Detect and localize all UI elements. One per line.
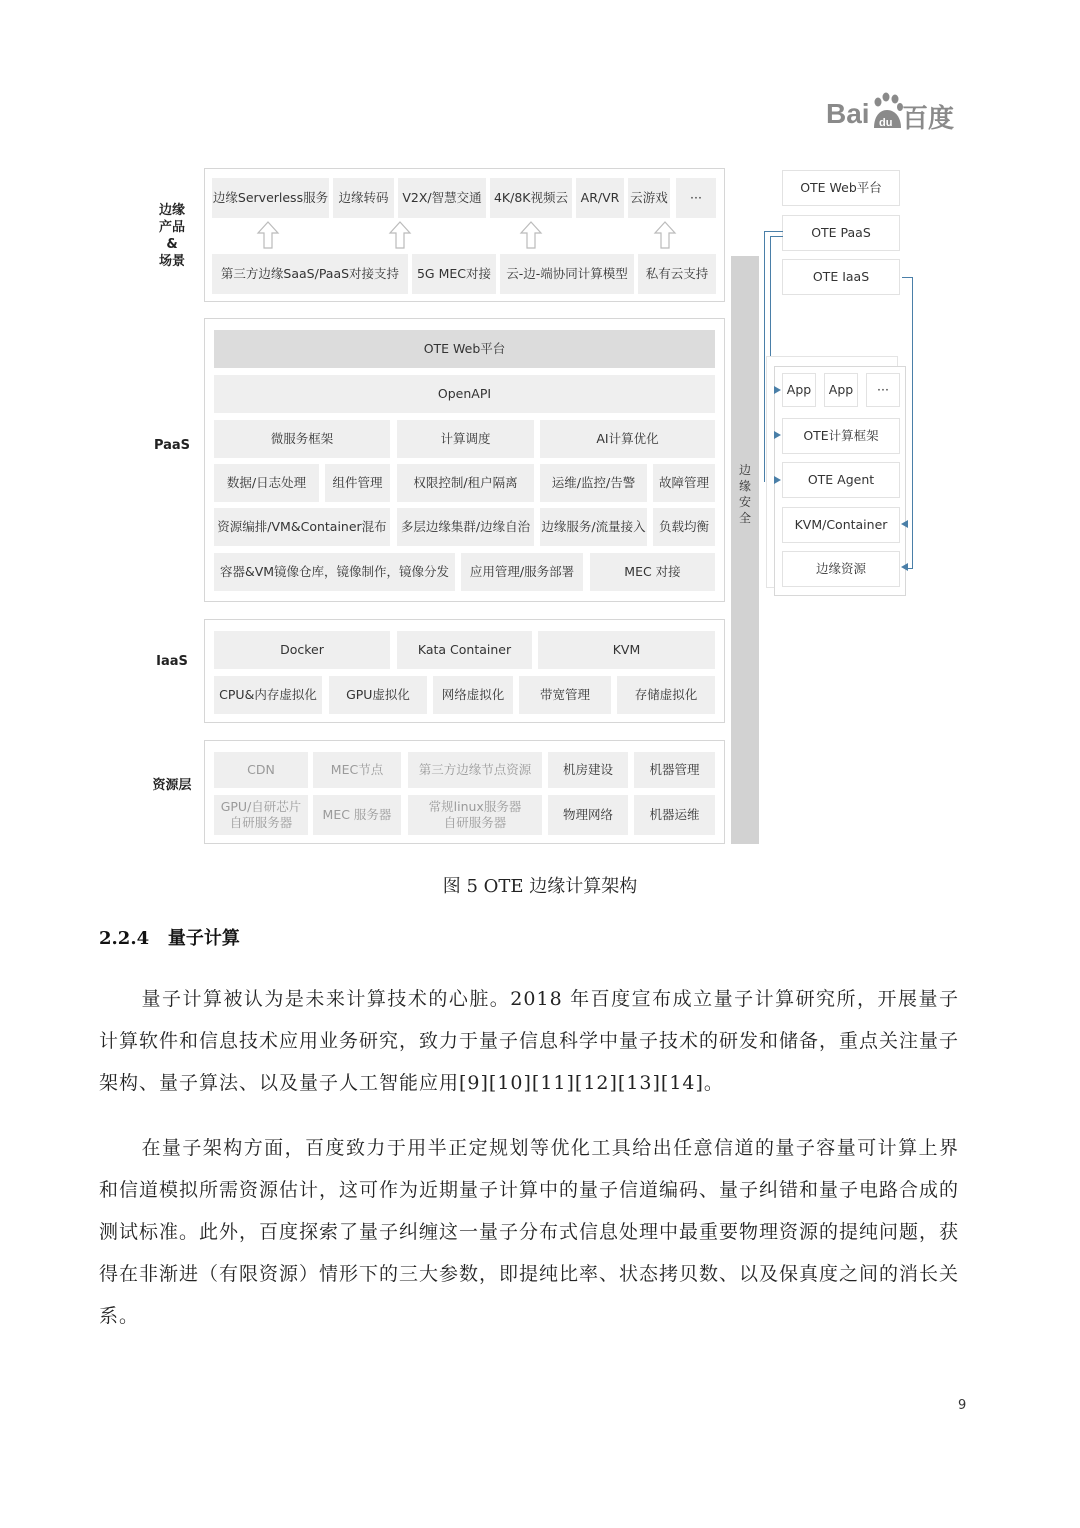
edge-cell-more: ··· — [676, 178, 716, 218]
arrow-right-icon — [774, 476, 782, 484]
edge-cell: AR/VR — [576, 178, 624, 218]
edge-cell: 5G MEC对接 — [412, 254, 496, 294]
iaas-cell: 带宽管理 — [519, 676, 611, 714]
paas-cell: 权限控制/租户隔离 — [397, 464, 534, 502]
right-cell: KVM/Container — [782, 507, 900, 543]
iaas-cell: 存储虚拟化 — [617, 676, 715, 714]
edge-cell: 边缘转码 — [333, 178, 394, 218]
resource-cell: 机器管理 — [634, 752, 715, 788]
iaas-cell: Docker — [214, 631, 390, 669]
edge-cell: 云游戏 — [628, 178, 670, 218]
baidu-logo — [826, 92, 966, 140]
layer-label-iaas: IaaS — [156, 654, 188, 669]
paas-cell: 应用管理/服务部署 — [461, 553, 583, 591]
layer-label-edge: 边缘 产品 & 场景 — [158, 203, 185, 269]
paragraph — [99, 978, 959, 1104]
section-heading: 2.2.4 量子计算 — [99, 928, 240, 949]
paas-cell: 资源编排/VM&Container混布 — [214, 508, 390, 546]
edge-cell: 4K/8K视频云 — [490, 178, 572, 218]
iaas-cell: GPU虚拟化 — [329, 676, 427, 714]
resource-cell: MEC节点 — [313, 752, 401, 788]
iaas-cell: CPU&内存虚拟化 — [214, 676, 322, 714]
resource-cell: CDN — [214, 752, 308, 788]
right-cell: OTE PaaS — [782, 215, 900, 251]
right-cell: 边缘资源 — [782, 551, 900, 587]
logo-chinese: 百度 — [902, 104, 955, 134]
right-cell: OTE IaaS — [782, 259, 900, 295]
paas-cell: 计算调度 — [397, 420, 534, 458]
arrow-left-icon — [900, 520, 908, 528]
arrow-up-icon — [388, 220, 412, 250]
arrow-up-icon — [519, 220, 543, 250]
paragraph-text: 在量子架构方面，百度致力于用半正定规划等优化工具给出任意信道的量子容量可计算上界和信道模拟所需资源估计，这可作为近期量子计算中的量子信道编码、量子纠错和量子电路合成的测试标准。此外，百度探索了量子纠缠这一量子分布式信息处理中最重要物理资源的提纯问题，获得在非渐进（有限资源）情形下的三大参数，即提纯比率、状态拷贝数、以及保真度之间的消长关系。 — [99, 1137, 960, 1327]
iaas-cell: 网络虚拟化 — [433, 676, 513, 714]
paas-cell: 边缘服务/流量接入 — [540, 508, 647, 546]
arrow-up-icon — [256, 220, 280, 250]
paas-cell: 数据/日志处理 — [214, 464, 319, 502]
logo-paw-text: du — [879, 117, 893, 129]
app-cell-more: ··· — [866, 373, 900, 407]
security-label: 边 缘 安 全 — [738, 463, 751, 525]
resource-cell: 机器运维 — [634, 795, 715, 835]
paas-web-platform: OTE Web平台 — [214, 330, 715, 368]
arrow-right-icon — [774, 386, 782, 394]
resource-cell: GPU/自研芯片 自研服务器 — [214, 795, 308, 835]
edge-cell: 第三方边缘SaaS/PaaS对接支持 — [212, 254, 408, 294]
iaas-cell: KVM — [538, 631, 715, 669]
right-cell: OTE计算框架 — [782, 418, 900, 454]
paragraph — [99, 1127, 959, 1337]
app-cell: App — [824, 373, 858, 407]
layer-label-paas: PaaS — [153, 438, 191, 453]
right-cell: OTE Web平台 — [782, 170, 900, 206]
paas-cell: 容器&VM镜像仓库，镜像制作，镜像分发 — [214, 553, 455, 591]
paas-cell: 故障管理 — [653, 464, 715, 502]
paas-cell: 组件管理 — [325, 464, 390, 502]
resource-cell: 物理网络 — [548, 795, 628, 835]
resource-cell: MEC 服务器 — [313, 795, 401, 835]
page-number: 9 — [958, 1398, 967, 1413]
edge-cell: V2X/智慧交通 — [398, 178, 486, 218]
edge-cell: 私有云支持 — [638, 254, 716, 294]
figure-caption: 图 5 OTE 边缘计算架构 — [442, 876, 638, 897]
paas-cell: MEC 对接 — [590, 553, 715, 591]
security-bar — [731, 256, 759, 844]
paas-cell: AI计算优化 — [540, 420, 715, 458]
paas-openapi: OpenAPI — [214, 375, 715, 413]
paragraph-text: 量子计算被认为是未来计算技术的心脏。2018 年百度宣布成立量子计算研究所，开展量子计算软件和信息技术应用业务研究，致力于量子信息科学中量子技术的研发和储备，重点关注量子架构、量子算法、以及量子人工智能应用[9][10][11][12][13][14]。 — [99, 988, 960, 1094]
paas-cell: 运维/监控/告警 — [540, 464, 647, 502]
layer-label-resource: 资源层 — [152, 778, 192, 793]
resource-cell: 机房建设 — [548, 752, 628, 788]
edge-cell: 云-边-端协同计算模型 — [500, 254, 634, 294]
arrow-right-icon — [774, 431, 782, 439]
arrow-left-icon — [900, 563, 908, 571]
right-cell: OTE Agent — [782, 462, 900, 498]
paas-cell: 负载均衡 — [653, 508, 715, 546]
edge-cell: 边缘Serverless服务 — [212, 178, 329, 218]
logo-latin: Bai — [826, 98, 870, 129]
resource-cell: 第三方边缘节点资源 — [408, 752, 542, 788]
paw-icon — [870, 92, 904, 132]
app-cell: App — [782, 373, 816, 407]
paas-cell: 微服务框架 — [214, 420, 390, 458]
iaas-cell: Kata Container — [397, 631, 532, 669]
arrow-up-icon — [653, 220, 677, 250]
resource-cell: 常规linux服务器 自研服务器 — [408, 795, 542, 835]
paas-cell: 多层边缘集群/边缘自治 — [397, 508, 534, 546]
